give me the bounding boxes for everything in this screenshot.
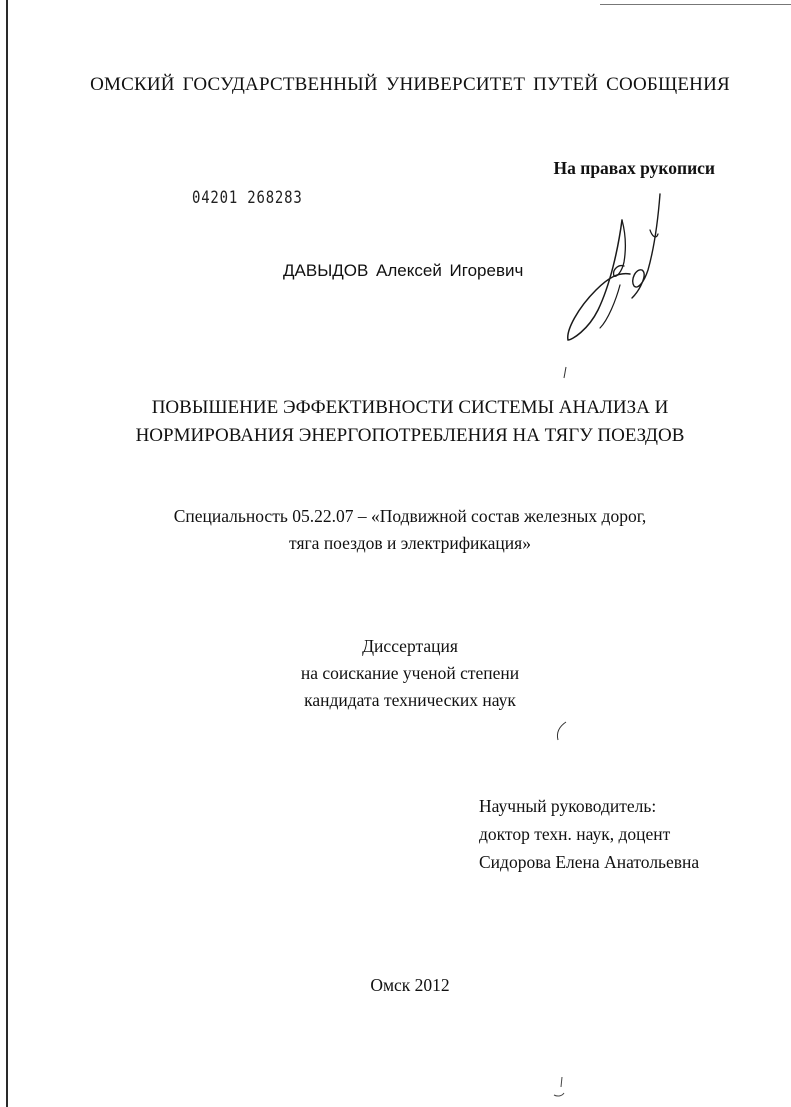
supervisor-name: Сидорова Елена Анатольевна bbox=[479, 852, 700, 872]
author-name: ДАВЫДОВ Алексей Игоревич bbox=[283, 261, 524, 280]
dissertation-line-1: Диссертация bbox=[362, 636, 458, 656]
handwritten-signature-icon bbox=[560, 190, 670, 345]
dissertation-title bbox=[0, 394, 791, 450]
specialty bbox=[0, 503, 791, 557]
university-name: ОМСКИЙ ГОСУДАРСТВЕННЫЙ УНИВЕРСИТЕТ ПУТЕЙ СООБЩЕНИЯ bbox=[90, 74, 730, 95]
specialty-line-2: тяга поездов и электрификация» bbox=[289, 533, 531, 553]
supervisor-degree: доктор техн. наук, доцент bbox=[479, 824, 671, 844]
pen-tick-mark-icon bbox=[552, 720, 568, 742]
specialty-line-1: Специальность 05.22.07 – «Подвижной состав железных дорог, bbox=[173, 506, 647, 526]
supervisor-label: Научный руководитель: bbox=[479, 796, 657, 816]
registration-stamp: 04201 268283 bbox=[192, 188, 303, 208]
dissertation-line-2: на соискание ученой степени bbox=[300, 663, 520, 683]
pen-tick-mark-icon bbox=[552, 1075, 566, 1099]
title-line-2: НОРМИРОВАНИЯ ЭНЕРГОПОТРЕБЛЕНИЯ НА ТЯГУ ПОЕЗДОВ bbox=[135, 425, 685, 446]
manuscript-note: На правах рукописи bbox=[553, 158, 715, 178]
scan-edge-top bbox=[600, 4, 791, 5]
dissertation-degree bbox=[0, 633, 791, 714]
title-line-1: ПОВЫШЕНИЕ ЭФФЕКТИВНОСТИ СИСТЕМЫ АНАЛИЗА И bbox=[151, 397, 669, 418]
pen-tick-mark-icon bbox=[560, 366, 570, 380]
dissertation-line-3: кандидата технических наук bbox=[304, 690, 516, 710]
city-year: Омск 2012 bbox=[370, 975, 450, 995]
scientific-supervisor bbox=[479, 792, 699, 876]
